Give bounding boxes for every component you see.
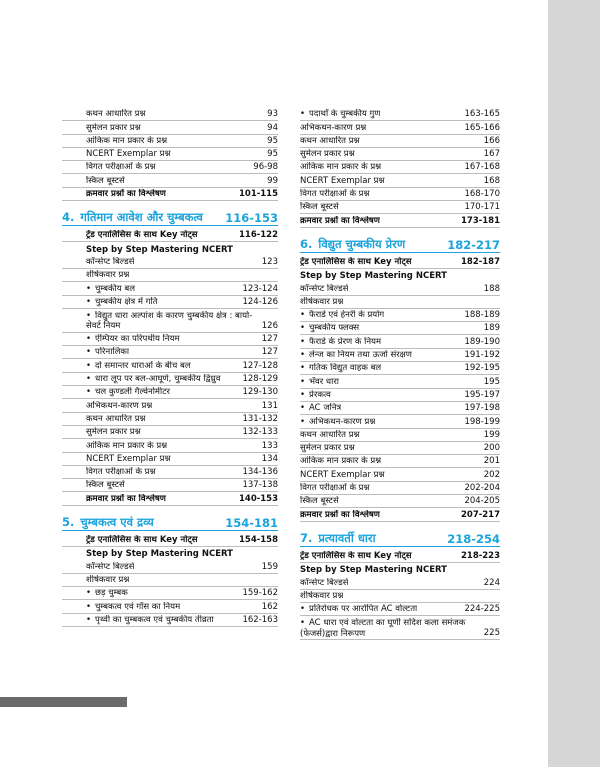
toc-entry-page: 191-192 bbox=[464, 350, 500, 361]
toc-entry-page: 166 bbox=[483, 135, 500, 146]
toc-entry-label: कॉन्सेप्ट बिल्डर्स bbox=[86, 256, 135, 267]
toc-entry-label: कॉन्सेप्ट बिल्डर्स bbox=[300, 283, 349, 294]
toc-entry bbox=[62, 466, 278, 479]
toc-entry-page: 132-133 bbox=[242, 427, 278, 438]
toc-entry-label: • प्रेरकत्व bbox=[300, 390, 331, 401]
toc-entry-page: 127 bbox=[261, 347, 278, 358]
toc-entry bbox=[300, 121, 500, 134]
toc-entry-label: स्किल बूस्टर्स bbox=[86, 175, 125, 186]
toc-entry bbox=[62, 426, 278, 439]
toc-entry-label: स्किल बूस्टर्स bbox=[300, 202, 339, 213]
toc-entry-page: 101-115 bbox=[238, 189, 278, 200]
toc-entry-label: • दो समान्तर धाराओं के बीच बल bbox=[86, 361, 191, 372]
toc-entry-page: 199 bbox=[483, 429, 500, 440]
toc-entry bbox=[300, 616, 500, 640]
toc-entry-page: 133 bbox=[261, 440, 278, 451]
toc-entry-label: सुमेलन प्रकार प्रश्न bbox=[86, 427, 141, 438]
toc-entry bbox=[62, 108, 278, 121]
toc-entry bbox=[62, 600, 278, 613]
toc-entry bbox=[300, 349, 500, 362]
toc-entry-label: • चुम्बकीय फ्लक्स bbox=[300, 323, 359, 334]
toc-entry-page: 188-189 bbox=[464, 310, 500, 321]
toc-entry-label: सुमेलन प्रकार प्रश्न bbox=[300, 149, 355, 160]
toc-entry bbox=[300, 148, 500, 161]
toc-entry-label: Step by Step Mastering NCERT bbox=[86, 549, 233, 560]
toc-entry-page: 131-132 bbox=[242, 413, 278, 424]
toc-right-column bbox=[300, 108, 500, 640]
chapter-title: विद्युत चुम्बकीय प्रेरण bbox=[318, 236, 406, 251]
toc-entry-page: 189-190 bbox=[464, 336, 500, 347]
toc-entry-label: • गतिक विद्युत वाहक बल bbox=[300, 363, 381, 374]
toc-entry bbox=[300, 495, 500, 508]
toc-entry bbox=[62, 269, 278, 282]
toc-entry bbox=[62, 534, 278, 547]
toc-entry-label: ट्रेंड एनालिसिस के साथ Key नोट्स bbox=[300, 256, 412, 267]
toc-entry-page: 140-153 bbox=[238, 493, 278, 504]
toc-entry-label: • चल कुण्डली गैल्वेनोमीटर bbox=[86, 387, 170, 398]
toc-entry-page: 123 bbox=[261, 256, 278, 267]
toc-entry-label: विगत परीक्षाओं के प्रश्न bbox=[86, 467, 156, 478]
toc-entry-label: कथन आधारित प्रश्न bbox=[300, 135, 360, 146]
toc-entry-page: 93 bbox=[267, 109, 278, 120]
toc-entry bbox=[300, 603, 500, 616]
toc-entry-label: सुमेलन प्रकार प्रश्न bbox=[300, 443, 355, 454]
toc-entry bbox=[300, 201, 500, 214]
toc-entry-page: 165-166 bbox=[464, 122, 500, 133]
toc-entry-page: 167 bbox=[483, 149, 500, 160]
chapter-heading bbox=[300, 528, 500, 547]
toc-entry-page: 198-199 bbox=[464, 416, 500, 427]
toc-entry bbox=[300, 482, 500, 495]
toc-entry-page: 159-162 bbox=[242, 588, 278, 599]
toc-entry bbox=[300, 375, 500, 388]
toc-entry-label: • फैराडे के प्रेरण के नियम bbox=[300, 337, 381, 348]
toc-entry bbox=[62, 161, 278, 174]
toc-entry-label: कॉन्सेप्ट बिल्डर्स bbox=[300, 577, 349, 588]
toc-entry-label: • चुम्बकीय क्षेत्र में गति bbox=[86, 297, 158, 308]
toc-entry-label: ट्रेंड एनालिसिस के साथ Key नोट्स bbox=[86, 230, 198, 241]
toc-entry-label: अभिकथन-कारण प्रश्न bbox=[86, 400, 153, 411]
toc-entry bbox=[300, 415, 500, 428]
toc-entry-page: 162-163 bbox=[242, 614, 278, 625]
toc-entry bbox=[62, 282, 278, 295]
toc-entry-page: 182-187 bbox=[460, 256, 500, 267]
toc-entry-label: कथन आधारित प्रश्न bbox=[300, 429, 360, 440]
toc-entry bbox=[300, 563, 500, 576]
toc-entry-page: 202-204 bbox=[464, 483, 500, 494]
toc-entry-label: विगत परीक्षाओं के प्रश्न bbox=[86, 162, 156, 173]
toc-entry bbox=[62, 135, 278, 148]
toc-entry-label: शीर्षकवार प्रश्न bbox=[300, 296, 344, 307]
toc-entry bbox=[62, 560, 278, 573]
toc-entry bbox=[300, 214, 500, 227]
toc-entry-page: 168 bbox=[483, 175, 500, 186]
toc-entry-page: 127-128 bbox=[242, 360, 278, 371]
toc-entry bbox=[62, 309, 278, 333]
toc-entry-label: विगत परीक्षाओं के प्रश्न bbox=[300, 483, 370, 494]
toc-entry-label: Step by Step Mastering NCERT bbox=[86, 244, 233, 255]
chapter-title: गतिमान आवेश और चुम्बकत्व bbox=[80, 210, 203, 225]
toc-entry-label: • चुम्बकीय बल bbox=[86, 284, 135, 295]
toc-entry bbox=[62, 229, 278, 242]
toc-entry bbox=[300, 442, 500, 455]
toc-entry-page: 224 bbox=[483, 577, 500, 588]
toc-entry bbox=[300, 269, 500, 282]
toc-left-column bbox=[62, 108, 278, 627]
chapter-number: 6. bbox=[300, 236, 313, 251]
toc-entry-page: 116-122 bbox=[238, 230, 278, 241]
toc-entry bbox=[62, 479, 278, 492]
toc-entry-label: • छड़ चुम्बक bbox=[86, 588, 128, 599]
toc-entry bbox=[62, 188, 278, 201]
toc-entry-page: 137-138 bbox=[242, 480, 278, 491]
toc-entry-label: शीर्षकवार प्रश्न bbox=[86, 574, 130, 585]
toc-entry-page: 95 bbox=[267, 135, 278, 146]
toc-entry-label: • भँवर धारा bbox=[300, 377, 339, 388]
chapter-title: चुम्बकत्व एवं द्रव्य bbox=[80, 514, 154, 529]
toc-entry-label: • विद्युत धारा अल्पांश के कारण चुम्बकीय क्षेत्र : बायो-सेवर्ट नियम bbox=[86, 311, 258, 332]
toc-entry-label: Step by Step Mastering NCERT bbox=[300, 565, 447, 576]
toc-entry-page: 99 bbox=[267, 175, 278, 186]
toc-entry bbox=[300, 188, 500, 201]
toc-entry-label: NCERT Exemplar प्रश्न bbox=[86, 453, 171, 464]
toc-entry bbox=[62, 547, 278, 560]
toc-entry bbox=[300, 508, 500, 521]
toc-entry-label: • AC धारा एवं वोल्टता का घूर्णी सदिश कला समंजक (फेजर्स)द्वारा निरूपण bbox=[300, 618, 480, 639]
toc-entry bbox=[62, 453, 278, 466]
toc-entry-label: आंकिक मान प्रकार के प्रश्न bbox=[86, 135, 168, 146]
toc-entry-page: 200 bbox=[483, 443, 500, 454]
toc-entry-label: कथन आधारित प्रश्न bbox=[86, 109, 146, 120]
chapter-heading bbox=[300, 234, 500, 253]
toc-entry-page: 188 bbox=[483, 283, 500, 294]
toc-entry bbox=[300, 256, 500, 269]
toc-entry-label: • चुम्बकत्व एवं गॉस का नियम bbox=[86, 602, 180, 613]
toc-entry-label: • पृथ्वी का चुम्बकत्व एवं चुम्बकीय तीव्रता bbox=[86, 615, 214, 626]
toc-entry bbox=[300, 576, 500, 589]
toc-entry-page: 197-198 bbox=[464, 403, 500, 414]
toc-entry-label: स्किल बूस्टर्स bbox=[86, 480, 125, 491]
toc-entry-page: 131 bbox=[261, 400, 278, 411]
toc-entry-label: • परिनालिका bbox=[86, 347, 129, 358]
toc-entry bbox=[300, 282, 500, 295]
toc-entry-page: 126 bbox=[261, 320, 278, 331]
toc-entry bbox=[300, 362, 500, 375]
toc-entry-label: क्रमवार प्रश्नों का विश्लेषण bbox=[86, 493, 166, 504]
toc-entry-page: 162 bbox=[261, 601, 278, 612]
toc-entry bbox=[300, 135, 500, 148]
toc-entry-label: आंकिक मान प्रकार के प्रश्न bbox=[300, 162, 382, 173]
toc-entry bbox=[300, 309, 500, 322]
toc-entry-page: 163-165 bbox=[464, 109, 500, 120]
toc-entry-label: सुमेलन प्रकार प्रश्न bbox=[86, 122, 141, 133]
toc-entry-label: शीर्षकवार प्रश्न bbox=[86, 270, 130, 281]
toc-entry-page: 224-225 bbox=[464, 604, 500, 615]
toc-entry bbox=[62, 386, 278, 399]
toc-entry-label: ट्रेंड एनालिसिस के साथ Key नोट्स bbox=[300, 550, 412, 561]
toc-entry-label: • प्रतिरोधक पर आरोपित AC वोल्टता bbox=[300, 604, 417, 615]
toc-entry-page: 134 bbox=[261, 453, 278, 464]
toc-entry bbox=[300, 590, 500, 603]
toc-entry-page: 128-129 bbox=[242, 374, 278, 385]
toc-entry bbox=[300, 322, 500, 335]
toc-entry bbox=[62, 256, 278, 269]
toc-entry bbox=[300, 389, 500, 402]
toc-entry bbox=[62, 174, 278, 187]
chapter-pages: 218-254 bbox=[447, 531, 500, 546]
toc-entry-label: आंकिक मान प्रकार के प्रश्न bbox=[86, 440, 168, 451]
toc-entry bbox=[62, 346, 278, 359]
toc-entry bbox=[300, 296, 500, 309]
toc-entry bbox=[62, 587, 278, 600]
toc-entry-page: 201 bbox=[483, 456, 500, 467]
toc-entry-page: 167-168 bbox=[464, 162, 500, 173]
toc-entry-page: 168-170 bbox=[464, 189, 500, 200]
toc-entry-page: 124-126 bbox=[242, 296, 278, 307]
chapter-number: 7. bbox=[300, 530, 313, 545]
toc-entry-label: NCERT Exemplar प्रश्न bbox=[86, 149, 171, 160]
toc-entry bbox=[62, 399, 278, 412]
chapter-heading bbox=[62, 512, 278, 531]
toc-entry-page: 173-181 bbox=[460, 215, 500, 226]
toc-entry-label: कथन आधारित प्रश्न bbox=[86, 413, 146, 424]
toc-entry bbox=[62, 614, 278, 627]
toc-entry-label: अभिकथन-कारण प्रश्न bbox=[300, 122, 367, 133]
chapter-title: प्रत्यावर्ती धारा bbox=[318, 530, 376, 545]
toc-entry bbox=[62, 333, 278, 346]
toc-entry-page: 207-217 bbox=[460, 509, 500, 520]
toc-entry-label: • ऐम्पियर का परिपथीय नियम bbox=[86, 334, 180, 345]
toc-entry bbox=[300, 174, 500, 187]
toc-entry-label: विगत परीक्षाओं के प्रश्न bbox=[300, 189, 370, 200]
toc-entry bbox=[300, 161, 500, 174]
toc-entry-label: • अभिकथन-कारण प्रश्न bbox=[300, 417, 375, 428]
toc-entry bbox=[300, 108, 500, 121]
toc-entry-page: 123-124 bbox=[242, 283, 278, 294]
toc-entry bbox=[300, 335, 500, 348]
toc-entry bbox=[62, 148, 278, 161]
side-margin-band bbox=[548, 0, 600, 767]
toc-entry-page: 218-223 bbox=[460, 550, 500, 561]
toc-entry-label: आंकिक मान प्रकार के प्रश्न bbox=[300, 456, 382, 467]
toc-entry-page: 129-130 bbox=[242, 387, 278, 398]
toc-entry-page: 154-158 bbox=[238, 535, 278, 546]
toc-entry-label: • फैराडे एवं हेनरी के प्रयोग bbox=[300, 310, 384, 321]
toc-entry-page: 204-205 bbox=[464, 496, 500, 507]
toc-entry-page: 189 bbox=[483, 323, 500, 334]
toc-entry-label: • धारा लूप पर बल-आघूर्ण, चुम्बकीय द्विध्रुव bbox=[86, 374, 221, 385]
toc-entry bbox=[62, 121, 278, 134]
toc-entry-page: 96-98 bbox=[253, 162, 278, 173]
toc-entry-label: • पदार्थों के चुम्बकीय गुण bbox=[300, 109, 380, 120]
toc-entry-page: 159 bbox=[261, 561, 278, 572]
toc-entry-page: 225 bbox=[483, 628, 500, 639]
toc-entry bbox=[300, 468, 500, 481]
chapter-heading bbox=[62, 207, 278, 226]
toc-entry-label: स्किल बूस्टर्स bbox=[300, 496, 339, 507]
toc-entry bbox=[300, 402, 500, 415]
toc-entry-label: क्रमवार प्रश्नों का विश्लेषण bbox=[300, 215, 380, 226]
toc-entry-page: 95 bbox=[267, 149, 278, 160]
toc-entry-label: क्रमवार प्रश्नों का विश्लेषण bbox=[86, 189, 166, 200]
toc-entry-page: 170-171 bbox=[464, 202, 500, 213]
toc-entry bbox=[62, 373, 278, 386]
toc-entry-label: NCERT Exemplar प्रश्न bbox=[300, 469, 385, 480]
toc-entry bbox=[300, 550, 500, 563]
toc-entry bbox=[62, 359, 278, 372]
toc-entry bbox=[62, 242, 278, 255]
toc-entry bbox=[62, 413, 278, 426]
toc-entry bbox=[62, 492, 278, 505]
toc-entry-page: 192-195 bbox=[464, 363, 500, 374]
toc-entry-page: 195-197 bbox=[464, 389, 500, 400]
chapter-number: 5. bbox=[62, 514, 75, 529]
toc-entry-label: Step by Step Mastering NCERT bbox=[300, 271, 447, 282]
toc-entry bbox=[62, 296, 278, 309]
chapter-pages: 116-153 bbox=[225, 211, 278, 226]
toc-entry-label: NCERT Exemplar प्रश्न bbox=[300, 175, 385, 186]
chapter-pages: 154-181 bbox=[225, 515, 278, 530]
toc-entry-label: शीर्षकवार प्रश्न bbox=[300, 590, 344, 601]
toc-entry-label: • AC जनित्र bbox=[300, 403, 341, 414]
toc-entry bbox=[62, 574, 278, 587]
chapter-pages: 182-217 bbox=[447, 237, 500, 252]
toc-entry-page: 134-136 bbox=[242, 467, 278, 478]
toc-entry-label: • लेन्ज का नियम तथा ऊर्जा संरक्षण bbox=[300, 350, 412, 361]
toc-entry-label: ट्रेंड एनालिसिस के साथ Key नोट्स bbox=[86, 535, 198, 546]
chapter-number: 4. bbox=[62, 210, 75, 225]
toc-entry-page: 202 bbox=[483, 469, 500, 480]
toc-entry bbox=[300, 429, 500, 442]
toc-entry-page: 127 bbox=[261, 334, 278, 345]
toc-entry bbox=[300, 455, 500, 468]
toc-entry-label: क्रमवार प्रश्नों का विश्लेषण bbox=[300, 509, 380, 520]
toc-entry-page: 94 bbox=[267, 122, 278, 133]
toc-entry-label: कॉन्सेप्ट बिल्डर्स bbox=[86, 561, 135, 572]
footer-bar bbox=[0, 697, 127, 707]
toc-entry bbox=[62, 439, 278, 452]
toc-entry-page: 195 bbox=[483, 376, 500, 387]
